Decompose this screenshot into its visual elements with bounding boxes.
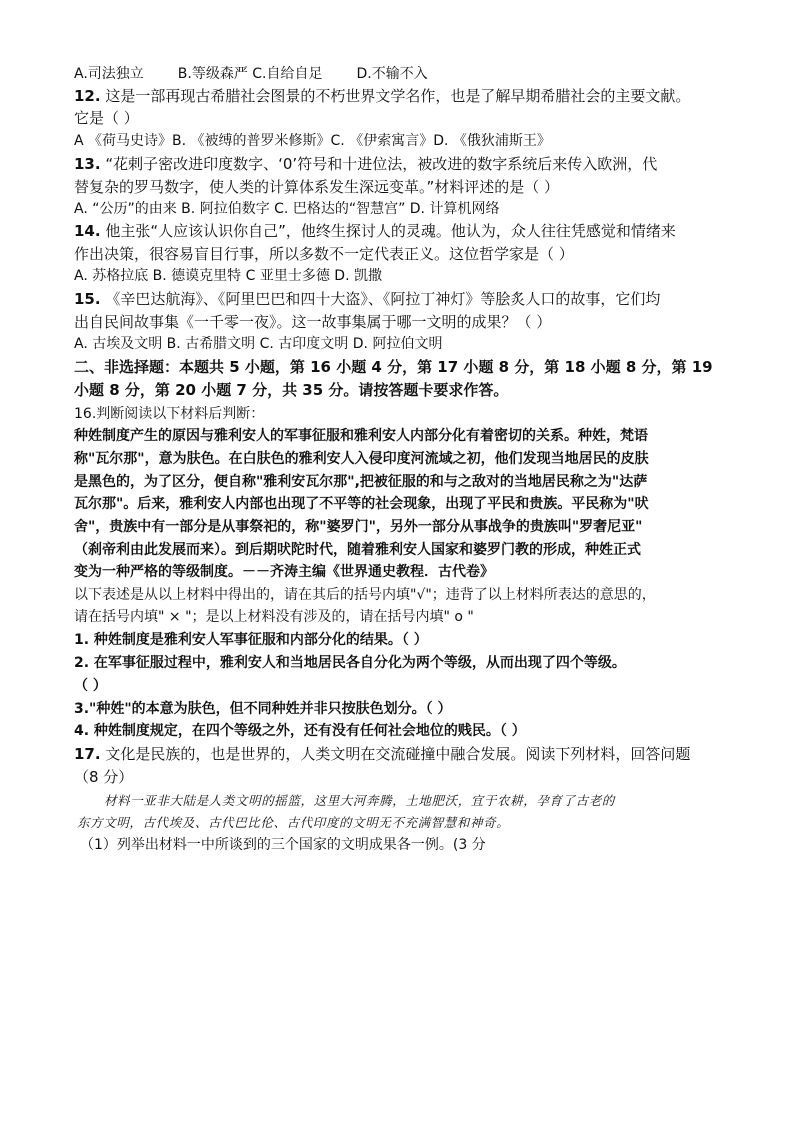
q17-material-line1: 材料一亚非大陆是人类文明的摇篮，这里大河奔腾，土地肥沃，宜于农耕，孕育了古老的 (104, 793, 615, 808)
q12-options: A 《荷马史诗》B. 《被缚的普罗米修斯》C. 《伊索寓言》D. 《俄狄浦斯王》 (74, 133, 551, 149)
q15-stem-line1 (74, 289, 660, 309)
section2-heading-line2: 小题 8 分，第 20 小题 7 分，共 35 分。请按答题卡要求作答。 (74, 381, 509, 399)
q13-stem-line2: 替复杂的罗马数字，使人类的计算体系发生深远变革。”材料评述的是（ ） (74, 178, 560, 196)
q16-statement-4: 4. 种姓制度规定，在四个等级之外，还有没有任何社会地位的贱民。（ ） (74, 723, 526, 739)
q14-stem-text: 他主张“人应该认识你自己”，他终生探讨人的灵魂。他认为，众人往往凭感觉和情绪来 (100, 222, 676, 240)
q14-stem-line1 (74, 221, 676, 241)
q16-statement-3: 3."种姓"的本意为肤色，但不同种姓并非只按肤色划分。（ ） (74, 701, 452, 717)
q11-option-d: D.不输不入 (356, 66, 428, 82)
q13-options: A. “公历”的由来 B. 阿拉伯数字 C. 巴格达的“智慧宫” D. 计算机网络 (74, 201, 500, 217)
q12-stem-text: 这是一部再现古希腊社会图景的不朽世界文学名作，也是了解早期希腊社会的主要文献。 (100, 87, 691, 105)
q15-stem-text: 《辛巴达航海》、《阿里巴巴和四十大盗》、《阿拉丁神灯》等脍炙人口的故事，它们均 (100, 290, 661, 308)
q16-statement-2-bracket: （ ） (74, 678, 107, 694)
q16-material-line3: 是黑色的，为了区分，便自称"雅利安瓦尔那",把被征服的和与之敌对的当地居民称之为"达萨 (74, 474, 648, 490)
q12-stem-line2: 它是（ ） (74, 109, 139, 127)
q16-material-source: 变为一种严格的等级制度。－－齐涛主编《世界通史教程．古代卷》 (74, 564, 494, 580)
q16-material-line6: （刹帝利由此发展而来）。到后期吠陀时代，随着雅利安人国家和婆罗门教的形成，种姓正式 (74, 542, 641, 558)
q16-title: 16.判断阅读以下材料后判断： (74, 406, 265, 422)
q12-number: 12. (74, 87, 101, 105)
q16-material-line5: 舍"，贵族中有一部分是从事祭祀的，称"婆罗门"，另外一部分从事战争的贵族叫"罗奢尼亚" (74, 519, 643, 535)
q17-number: 17. (74, 745, 101, 763)
q15-number: 15. (74, 290, 101, 308)
q14-stem-line2: 作出决策，很容易盲目行事，所以多数不一定代表正义。这位哲学家是（ ） (74, 245, 574, 263)
q14-options: A. 苏格拉底 B. 德谟克里特 C 亚里士多德 D. 凯撒 (74, 268, 382, 284)
q15-stem-line2: 出自民间故事集《一千零一夜》。这一故事集属于哪一文明的成果？（ ） (74, 313, 552, 331)
q17-score: （8 分） (74, 768, 134, 786)
q13-stem-text: “花剌子密改进印度数字、‘0’符号和十进位法，被改进的数字系统后来传入欧洲，代 (100, 155, 658, 173)
q12-stem-line1 (74, 86, 690, 106)
q16-material-line4: 瓦尔那"。后来，雅利安人内部也出现了不平等的社会现象，出现了平民和贵族。平民称为"吠 (74, 496, 649, 512)
q11-option-b-c: B.等级森严 C.自给自足 (177, 66, 323, 82)
q13-stem-line1 (74, 154, 657, 174)
q17-stem-line1 (74, 744, 690, 764)
section2-heading-line1: 二、非选择题：本题共 5 小题，第 16 小题 4 分，第 17 小题 8 分，第 18 小题 8 分，第 19 (74, 358, 713, 376)
q15-options: A. 古埃及文明 B. 古希腊文明 C. 古印度文明 D. 阿拉伯文明 (74, 336, 443, 352)
q17-material-line2: 东方文明，古代埃及、古代巴比伦、古代印度的文明无不充满智慧和神奇。 (77, 815, 510, 830)
q13-number: 13. (74, 155, 101, 173)
q16-instruction-line2: 请在括号内填" × "；是以上材料没有涉及的，请在括号内填" o " (74, 609, 474, 625)
q17-stem-text: 文化是民族的，也是世界的，人类文明在交流碰撞中融合发展。阅读下列材料，回答问题 (100, 745, 691, 763)
q16-material-line1: 种姓制度产生的原因与雅利安人的军事征服和雅利安人内部分化有着密切的关系。种姓，梵语 (74, 428, 648, 444)
q16-instruction-line1: 以下表述是从以上材料中得出的，请在其后的括号内填"√"；违背了以上材料所表达的意思的， (74, 587, 656, 603)
q16-statement-2: 2. 在军事征服过程中，雅利安人和当地居民各自分化为两个等级，从而出现了四个等级。 (74, 655, 626, 671)
q14-number: 14. (74, 222, 101, 240)
q11-option-a: A.司法独立 (74, 66, 144, 82)
q16-material-line2: 称"瓦尔那"，意为肤色。在白肤色的雅利安人入侵印度河流域之初，他们发现当地居民的皮肤 (74, 451, 649, 467)
q11-options (74, 64, 428, 84)
q16-statement-1: 1. 种姓制度是雅利安人军事征服和内部分化的结果。（ ） (74, 632, 428, 648)
q17-subquestion-1: （1）列举出材料一中所谈到的三个国家的文明成果各一例。(3 分 (80, 837, 486, 853)
